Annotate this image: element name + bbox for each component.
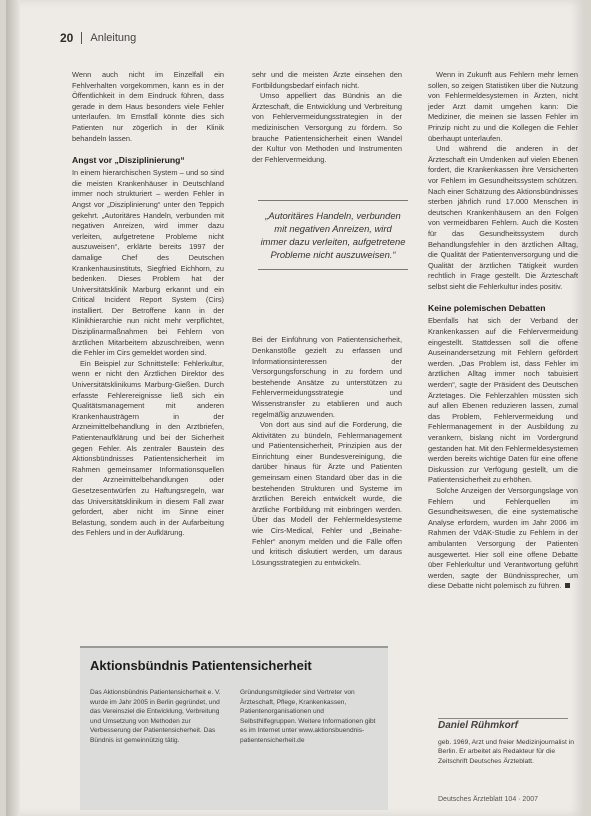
end-of-article-mark: [565, 583, 570, 588]
author-divider: [438, 718, 568, 719]
page-number: 20: [60, 31, 74, 45]
header-divider: [81, 32, 82, 44]
author-bio: geb. 1969, Arzt und freier Medizinjournalist in Berlin. Er arbeitet als Redakteur für die Zeitschrift Deutsches Ärzteblatt.: [438, 739, 575, 765]
col3-subheading: Keine polemischen Debatten: [428, 303, 546, 314]
page-header: [60, 30, 136, 46]
author-name: Daniel Rühmkorf: [438, 720, 519, 731]
pull-quote: „Autoritäres Handeln, verbunden mit negativen Anreizen, wird immer dazu verleiten, aufgetretene Probleme nicht auszuweisen.“: [258, 200, 408, 270]
page-footer: Deutsches Ärzteblatt 104 · 2007: [438, 796, 539, 803]
page-spine-shadow: [6, 0, 20, 816]
col1-paragraph-2: In einem hierarchischen System – und so sind die meisten Krankenhäuser in Deutschland immer noch strukturiert – werden Fehler in Angst vor „Disziplinierung“ unter den Teppich gekehrt. „Autoritäres Handeln, verbunden mit negativen Anreizen, wird immer dazu verleiten, aufgetretene Probleme nicht auszuweisen“, erklärte bereits 1997 der damalige Chef des Deutschen Krankenhausinstituts, Siegfried Eichhorn, zu bedenken. Dieses Problem hat der Universitätsklinik Marburg erkannt und ein Critical Incident Report System (Cirs) installiert. Der Betroffene kann in der Klinikhierarchie nun nicht mehr verpflichtet, Disziplinarmaßnahmen bei Fehlern von ärztlichen Mitarbeitern abzuschreiben, wenn die Fehler im Cirs gemeldet worden sind.: [72, 168, 224, 358]
info-box-text-1: Das Aktionsbündnis Patientensicherheit e. V. wurde im Jahr 2005 in Berlin gegründet, und das Vereinsziel die Entwicklung, Verbreitung und Umsetzung von Methoden zur Verbesserung der Patientensicherheit. Das Bündnis ist gemeinnützig tätig.: [90, 689, 221, 744]
article-column-2: [252, 70, 402, 568]
col2-paragraph-3: Bei der Einführung von Patientensicherheit, Denkanstöße gezielt zu erfassen und Informationsinteressen der Versorgungsforschung in zu fordern und bestehende Ansätze zu unterstützen zu Fehlervermeidungsstrategie und Wissenstransfer zu etablieren und auch regelmäßig anzuwenden.: [252, 335, 402, 419]
col3-paragraph-4-text: Solche Anzeigen der Versorgungslage von Fehlern und Fehlerquellen im Gesundheitswesen, die eine systematische Analyse erfordern, wurden im Jahr 2006 im Rahmen der VdAK-Studie zu Fehlern in der ambulanten Versorgung der Patienten ausgewertet. Hier soll eine offene Debatte über Fehlerkultur und Verantwortung geführt werden, sagte der Bündnissprecher, um diese Debatte nicht polemisch zu führen.: [428, 485, 578, 591]
col3-paragraph-1: Wenn in Zukunft aus Fehlern mehr lernen sollen, so zeigen Statistiken über die Nutzung von Fehlermeldesystemen in Ärzten, nicht jeder Arzt damit umgehen kann: Die Mediziner, die meinen sie lassen Fehler im Prinzip nicht zu und die Kollegen die Fehler überhaupt unterlaufen.: [428, 70, 578, 143]
info-box: [80, 646, 388, 810]
info-box-text-2: Gründungsmitglieder sind Vertreter von Ärzteschaft, Pflege, Krankenkassen, Patientenorganisationen und Selbsthilfegruppen. Weitere Informationen gibt es im Internet unter www.aktionsbuendnis-patientensicherheit.de: [240, 689, 376, 744]
col2-paragraph-4: Von dort aus sind auf die Forderung, die Aktivitäten zu bündeln, Fehlermanagement und Patientensicherheit, Prinzipien aus der Einrichtung einer Bundesvereinigung, die darüber hinaus für Ärzte und Patienten gemeinsam einen Standard über das in die bestehenden Strukturen und Systeme im ärztlichen Bereich entwickelt wurde, die ärztliche Fortbildung mit einbringen werden. Über das Modell der Fehlermeldesysteme wie Cirs-Medical, Fehler und „Beinahe-Fehler“ anonym melden und die Fälle offen und kritisch diskutiert werden, um daraus Lösungsstrategien zu entwickeln.: [252, 420, 402, 567]
col1-paragraph-3: Ein Beispiel zur Schnittstelle: Fehlerkultur, wenn er nicht den Ärztlichen Direktor des Universitätsklinikums Marburg-Gießen. Durch erfasste Fehlerereignisse ließ sich ein Qualitätsmanagement mit anderen Krankenhausträgern in der Arzneimittelbehandlung in den Arztbriefen, Patientenaufklärung und bei der Sicherheit gegen Fehler. Als zentraler Baustein des Aktionsbündnisses Patientensicherheit im Rahmen gemeinsamer Informationsquellen der Arzneimittelbehandlungen oder Gesetzesentwürfen zu Haftungsregeln, war das Universitätsklinikum in diesem Fall zwar gefordert, aber nicht im Sinne einer Belastung, sondern auch in der Aufarbeitung des Fehlers und in der Aufklärung.: [72, 358, 224, 538]
col1-paragraph-1: Wenn auch nicht im Einzelfall ein Fehlverhalten vorgekommen, kann es in der Öffentlichkeit in dem Eindruck führen, dass gerade in dem Haus besonders viele Fehler unterlaufen. Im Ernstfall könnte dies sich Patienten nur zögerlich in der Klinik behandeln lassen.: [72, 70, 224, 143]
article-column-1: [72, 70, 224, 539]
col1-subheading: Angst vor „Disziplinierung“: [72, 155, 185, 166]
magazine-page: [6, 0, 584, 816]
col3-paragraph-3: Ebenfalls hat sich der Verband der Krankenkassen auf die Fehlervermeidung eingestellt. Stattdessen soll die offene Auseinandersetzung mit Fehlern gefördert werden. „Das Problem ist, dass Fehler im ärztlichen Alltag immer noch tabuisiert werden“, sagte der Präsident des Deutschen Ärztetages. Die Fehlerzahlen müssten sich auf allen Ebenen reduzieren lassen, zumal das Problem, Fehlervermeidung und Fehlermanagement in der Ausbildung zu verankern, bislang nicht im Vordergrund gestanden hat. Mit den Fehlermeldesystemen werden bereits wichtige Daten für eine offene Diskussion zur Verfügung gestellt, um die Patientensicherheit zu erhöhen.: [428, 316, 578, 485]
section-name: Anleitung: [90, 32, 137, 44]
col2-paragraph-1: sehr und die meisten Ärzte einsehen den Fortbildungsbedarf einfach nicht.: [252, 70, 402, 90]
col3-paragraph-4: [428, 486, 578, 592]
col2-paragraph-2: Umso appelliert das Bündnis an die Ärzteschaft, die Entwicklung und Verbreitung von Fehlervermeidungsstrategien in der medizinischen Versorgung zu fördern. So brauche Patientensicherheit einen Wandel der Kultur von Methoden und Instrumenten der Fehlervermeidung.: [252, 91, 402, 164]
article-column-3: [428, 70, 578, 592]
col3-paragraph-2: Und während die anderen in der Ärzteschaft ein Umdenken auf vielen Ebenen fordert, die Krankenkassen ihre Versicherten vor Fehlern im Gesundheitssystem schützen. Nach einer Schätzung des Aktionsbündnisses sterben jährlich rund 17.000 Menschen in deutschen Krankenhäusern an den Folgen von vermeidbaren Fehlern. Auch die Kosten für das Gesundheitssystem durch Behandlungsfehler in den ärztlichen Alltag, die Qualität der Patientenversorgung und die Qualität der ärztlichen Tätigkeit wurden rechtlich in Frage gestellt. Die Ärzteschaft selbst sieht die Fehlerkultur indes positiv.: [428, 144, 578, 291]
info-box-title: Aktionsbündnis Patientensicherheit: [90, 658, 312, 673]
